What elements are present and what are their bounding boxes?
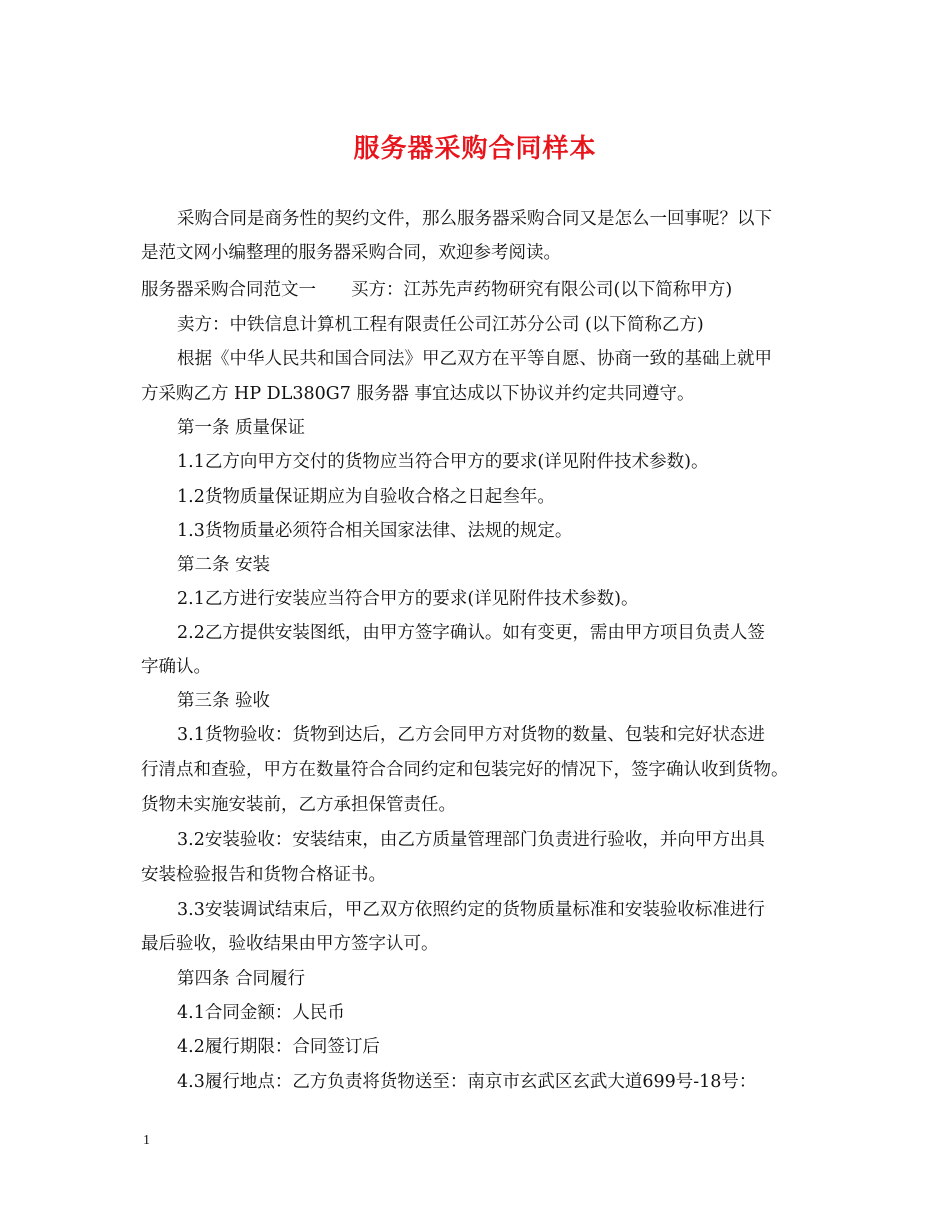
clause-line: 行清点和查验，甲方在数量符合合同约定和包装完好的情况下，签字确认收到货物。 — [141, 760, 789, 780]
document-title: 服务器采购合同样本 — [353, 134, 597, 164]
clause-line: 1.3货物质量必须符合相关国家法律、法规的规定。 — [177, 521, 573, 541]
clause-line: 3.1货物验收：货物到达后，乙方会同甲方对货物的数量、包装和完好状态进 — [177, 725, 765, 745]
section-heading: 第二条 安装 — [177, 555, 271, 575]
clause-line: 4.1合同金额：人民币 — [177, 1003, 345, 1023]
clause-line: 字确认。 — [141, 657, 211, 677]
page-number: 1 — [143, 1133, 150, 1148]
clause-line: 安装检验报告和货物合格证书。 — [141, 865, 386, 885]
section-heading: 第四条 合同履行 — [177, 969, 306, 989]
clause-line: 1.1乙方向甲方交付的货物应当符合甲方的要求(详见附件技术参数)。 — [177, 452, 709, 472]
clause-line: 3.2安装验收：安装结束，由乙方质量管理部门负责进行验收，并向甲方出具 — [177, 830, 765, 850]
paragraph-line: 服务器采购合同范文一 买方：江苏先声药物研究有限公司(以下简称甲方) — [141, 280, 733, 300]
paragraph-line: 方采购乙方 HP DL380G7 服务器 事宜达成以下协议并约定共同遵守。 — [141, 384, 695, 404]
paragraph-line: 卖方：中铁信息计算机工程有限责任公司江苏分公司 (以下简称乙方) — [177, 315, 704, 335]
section-heading: 第一条 质量保证 — [177, 418, 306, 438]
clause-line: 2.1乙方进行安装应当符合甲方的要求(详见附件技术参数)。 — [177, 589, 639, 609]
clause-line: 1.2货物质量保证期应为自验收合格之日起叁年。 — [177, 487, 555, 507]
clause-line: 2.2乙方提供安装图纸，由甲方签字确认。如有变更，需由甲方项目负责人签 — [177, 623, 765, 643]
paragraph-line: 根据《中华人民共和国合同法》甲乙双方在平等自愿、协商一致的基础上就甲 — [177, 349, 772, 369]
clause-line: 4.3履行地点：乙方负责将货物送至：南京市玄武区玄武大道699号-18号： — [177, 1072, 757, 1092]
paragraph-line: 采购合同是商务性的契约文件，那么服务器采购合同又是怎么一回事呢？以下 — [177, 209, 772, 229]
clause-line: 4.2履行期限：合同签订后 — [177, 1037, 380, 1057]
clause-line: 最后验收，验收结果由甲方签字认可。 — [141, 934, 439, 954]
clause-line: 货物未实施安装前，乙方承担保管责任。 — [141, 795, 456, 815]
paragraph-line: 是范文网小编整理的服务器采购合同，欢迎参考阅读。 — [141, 243, 561, 263]
clause-line: 3.3安装调试结束后，甲乙双方依照约定的货物质量标准和安装验收标准进行 — [177, 900, 765, 920]
section-heading: 第三条 验收 — [177, 691, 271, 711]
